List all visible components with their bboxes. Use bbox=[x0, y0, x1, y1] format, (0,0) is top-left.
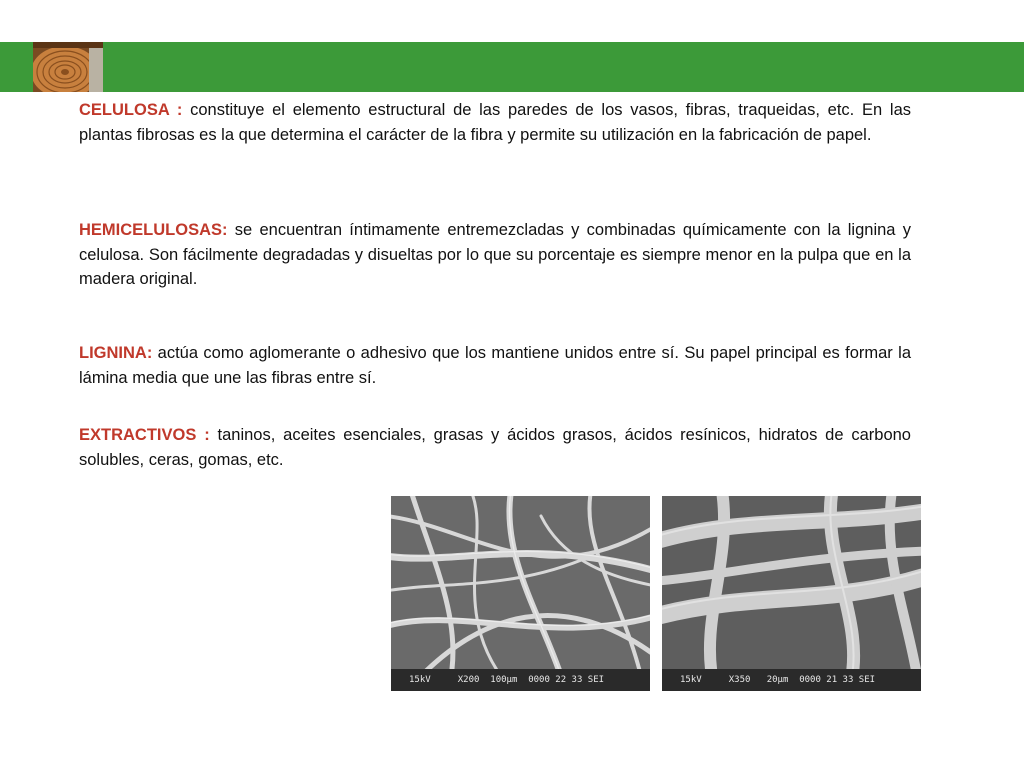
definition-hemicelulosas: se encuentran íntimamente entremezcladas y combinadas químicamente con la lignina y celulosa. Son fácilmente degradadas y disueltas por lo que su porcentaje es siempre menor en la pulpa que en la madera original. bbox=[79, 221, 911, 288]
header-bar bbox=[0, 42, 1024, 92]
paragraph-hemicelulosas bbox=[79, 218, 911, 292]
term-extractivos: EXTRACTIVOS : bbox=[79, 426, 210, 444]
definition-extractivos: taninos, aceites esenciales, grasas y ácidos grasos, ácidos resínicos, hidratos de carbono solubles, ceras, gomas, etc. bbox=[79, 426, 911, 469]
micrograph-fibers-high-mag bbox=[662, 496, 921, 691]
wood-cross-section-icon bbox=[33, 42, 103, 92]
micrograph-fibers-low-mag bbox=[391, 496, 650, 691]
paragraph-extractivos bbox=[79, 423, 911, 472]
micrograph-caption: 15kV X350 20µm 0000 21 33 SEI bbox=[662, 669, 921, 691]
term-celulosa: CELULOSA : bbox=[79, 101, 183, 119]
term-hemicelulosas: HEMICELULOSAS: bbox=[79, 221, 228, 239]
definition-celulosa: constituye el elemento estructural de las paredes de los vasos, fibras, traqueidas, etc. En las plantas fibrosas es la que determina el carácter de la fibra y permite su utilización en la fabricación de papel. bbox=[79, 101, 912, 144]
paragraph-lignina bbox=[79, 341, 911, 390]
paragraph-celulosa bbox=[79, 98, 911, 147]
definition-lignina: actúa como aglomerante o adhesivo que los mantiene unidos entre sí. Su papel principal es formar la lámina media que une las fibras entre sí. bbox=[79, 344, 911, 387]
term-lignina: LIGNINA: bbox=[79, 344, 153, 362]
micrograph-caption: 15kV X200 100µm 0000 22 33 SEI bbox=[391, 669, 650, 691]
